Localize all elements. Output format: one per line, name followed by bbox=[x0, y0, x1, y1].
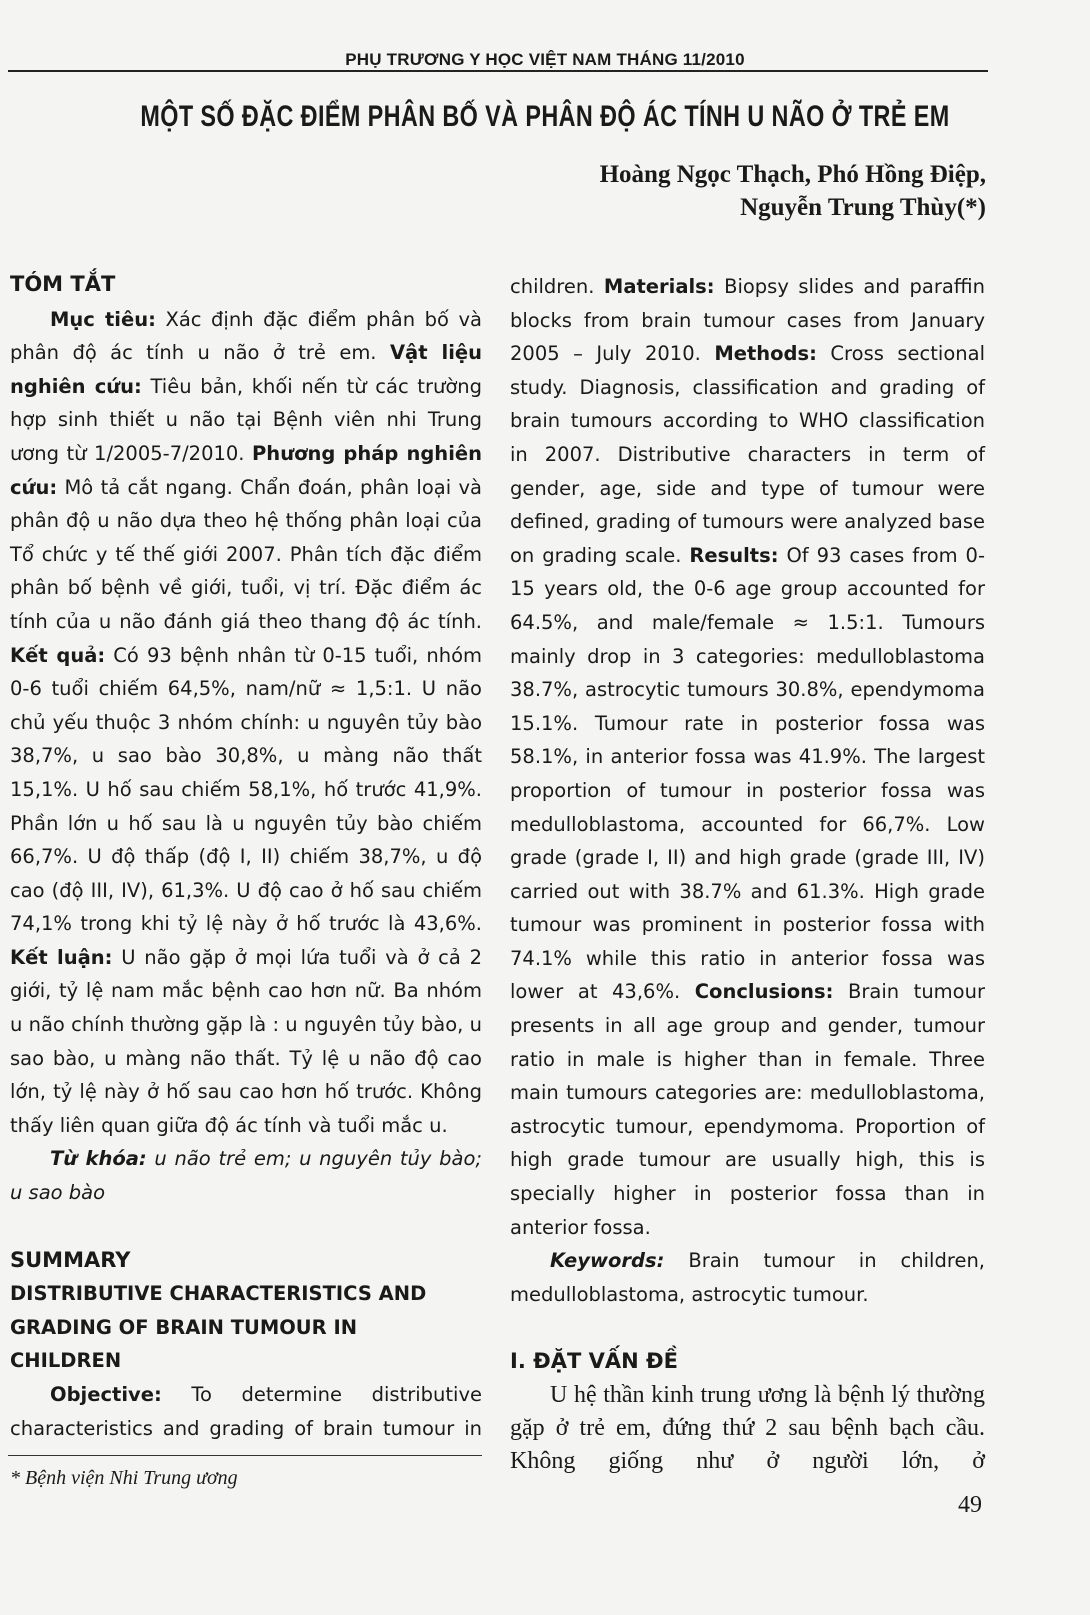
abstract-heading: TÓM TẮT bbox=[10, 272, 116, 296]
run-text: Xác định đặc điểm phân bố và phân độ ác tính u não ở trẻ em. bbox=[10, 307, 482, 365]
footnote: * Bệnh viện Nhi Trung ương bbox=[10, 1467, 238, 1489]
summary-heading: SUMMARY bbox=[10, 1247, 131, 1272]
run-text: u não trẻ em; u nguyên tủy bào; u sao bào bbox=[10, 1147, 482, 1205]
run-label: Objective: bbox=[50, 1383, 162, 1406]
right-column bbox=[510, 270, 985, 1478]
run-label: Methods: bbox=[714, 342, 817, 366]
run-label: Phương pháp nghiên cứu: bbox=[10, 441, 482, 499]
authors bbox=[600, 158, 986, 224]
summary-title-line: CHILDREN bbox=[10, 1349, 122, 1373]
section-text: U hệ thần kinh trung ương là bệnh lý thường gặp ở trẻ em, đứng thứ 2 sau bệnh bạch cầu. Không giống như ở người lớn, ở bbox=[510, 1382, 985, 1474]
summary-title-line: DISTRIBUTIVE CHARACTERISTICS AND bbox=[10, 1282, 427, 1306]
footnote-rule bbox=[8, 1455, 482, 1456]
run-label: Vật liệu nghiên cứu: bbox=[10, 341, 482, 398]
keywords-vi bbox=[10, 1142, 482, 1209]
author-line: Hoàng Ngọc Thạch, Phó Hồng Điệp, bbox=[599, 161, 986, 188]
page-number: 49 bbox=[958, 1492, 982, 1518]
run-text: Tiêu bản, khối nến từ các trường hợp sinh thiết u não tại Bệnh viên nhi Trung ương từ 1/2005-7/2010. bbox=[10, 374, 482, 465]
run-label: Kết luận: bbox=[10, 945, 113, 969]
running-head: PHỤ TRƯƠNG Y HỌC VIỆT NAM THÁNG 11/2010 bbox=[345, 50, 745, 69]
run-label: Conclusions: bbox=[694, 980, 834, 1004]
run-text: Cross sectional study. Diagnosis, classification and grading of brain tumours according to WHO classification in 2007. Distributive characters in term of gender, age, side and type of tumour were defined, grading of tumours were analyzed base on grading scale. bbox=[510, 342, 985, 567]
run-text: Brain tumour in children, medulloblastoma, astrocytic tumour. bbox=[510, 1249, 985, 1306]
run-text: Có 93 bệnh nhân từ 0-15 tuổi, nhóm 0-6 tuổi chiếm 64,5%, nam/nữ ≈ 1,5:1. U não chủ yếu thuộc 3 nhóm chính: u nguyên tủy bào 38,7%, u sao bào 30,8%, u màng não thất 15,1%. U hố sau chiếm 58,1%, hố trước 41,9%. Phần lớn u hố sau là u nguyên tủy bào chiếm 66,7%. U độ thấp (độ I, II) chiếm 38,7%, u độ cao (độ III, IV), 61,3%. U độ cao ở hố sau chiếm 74,1% trong khi tỷ lệ này ở hố trước là 43,6%. bbox=[10, 643, 482, 936]
run-text: To determine distributive characteristics and grading of brain tumour in bbox=[10, 1383, 482, 1440]
run-text: Biopsy slides and paraffin blocks from brain tumour cases from January 2005 – July 2010. bbox=[510, 275, 985, 366]
run-text: Mô tả cắt ngang. Chẩn đoán, phân loại và phân độ u não dựa theo hệ thống phân loại của Tổ chức y tế thế giới 2007. Phân tích đặc điểm phân bố bệnh về giới, tuổi, vị trí. Đặc điểm ác tính của u não đánh giá theo thang độ ác tính. bbox=[10, 475, 482, 633]
run-label: Mục tiêu: bbox=[50, 307, 156, 331]
run-text: Of 93 cases from 0-15 years old, the 0-6 age group accounted for 64.5%, and male/female ≈ 1.5:1. Tumours mainly drop in 3 categories: medulloblastoma 38.7%, astrocytic tumours 30.8%, ependymoma 15.1%. Tumour rate in posterior fossa was 58.1%, in anterior fossa was 41.9%. The largest proportion of tumour in posterior fossa was medulloblastoma, accounted for 66,7%. Low grade (grade I, II) and high grade (grade III, IV) carried out with 38.7% and 61.3%. High grade tumour was prominent in posterior fossa with 74.1% while this ratio in anterior fossa was lower at 43,6%. bbox=[510, 543, 985, 1004]
summary-paragraph bbox=[510, 270, 985, 1244]
keywords-en bbox=[510, 1244, 985, 1311]
run-label: Materials: bbox=[603, 275, 715, 298]
article-title: MỘT SỐ ĐẶC ĐIỂM PHÂN BỐ VÀ PHÂN ĐỘ ÁC TÍNH U NÃO Ở TRẺ EM bbox=[140, 100, 950, 133]
run-label: Keywords: bbox=[550, 1249, 665, 1273]
run-label: Kết quả: bbox=[10, 643, 106, 667]
run-text: Brain tumour presents in all age group and gender, tumour ratio in male is higher than in female. Three main tumours categories are: medulloblastoma, astrocytic tumour, ependymoma. Proportion of high grade tumour are usually high, this is specially higher in posterior fossa than in anterior fossa. bbox=[510, 980, 985, 1239]
summary-title-line: GRADING OF BRAIN TUMOUR IN bbox=[10, 1315, 358, 1339]
run-label: Từ khóa: bbox=[50, 1147, 147, 1171]
section-heading: I. ĐẶT VẤN ĐỀ bbox=[510, 1349, 678, 1374]
author-line: Nguyễn Trung Thùy(*) bbox=[740, 194, 986, 221]
abstract-paragraph bbox=[10, 303, 482, 1143]
run-label: Results: bbox=[689, 543, 779, 567]
header-rule bbox=[8, 70, 988, 72]
run-text: children. bbox=[510, 275, 604, 298]
left-column bbox=[10, 268, 482, 1445]
run-text: U não gặp ở mọi lứa tuổi và ở cả 2 giới, tỷ lệ nam mắc bệnh cao hơn nữ. Ba nhóm u não chính thường gặp là : u nguyên tủy bào, u sao bào, u màng não thất. Tỷ lệ u não độ cao lớn, tỷ lệ này ở hố sau cao hơn hố trước. Không thấy liên quan giữa độ ác tính và tuổi mắc u. bbox=[10, 945, 483, 1137]
summary-objective bbox=[10, 1378, 482, 1445]
